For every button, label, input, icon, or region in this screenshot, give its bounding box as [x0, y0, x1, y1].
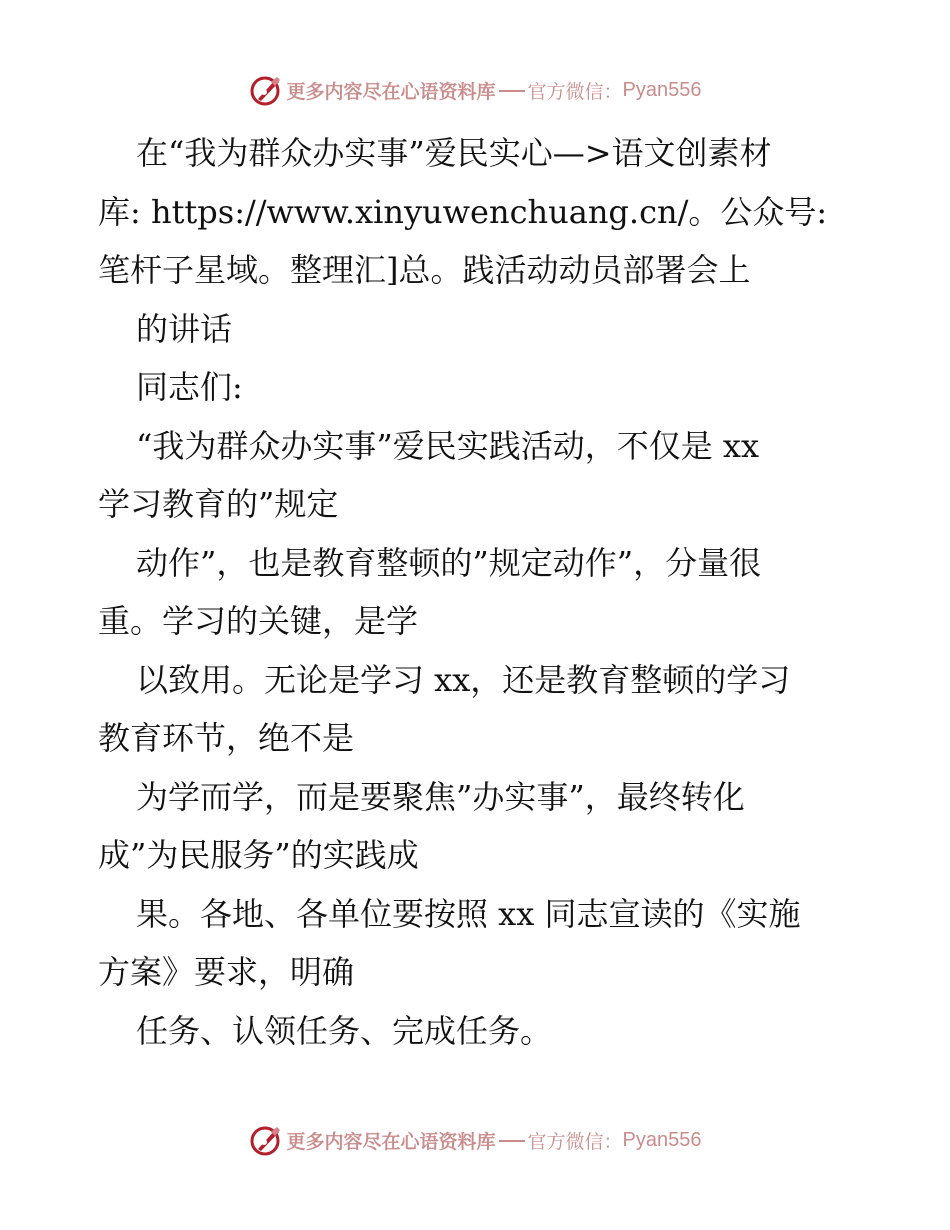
header-official-label: 官方微信：: [527, 80, 623, 103]
quill-pen-icon: [249, 73, 283, 107]
paragraph-line: 库: https://www.xinyuwenchuang.cn/。公众号:: [98, 192, 828, 231]
paragraph-line: 在“我为群众办实事”爱民实心—>语文创素材: [136, 134, 772, 172]
paragraph-line: 任务、认领任务、完成任务。: [136, 1011, 553, 1050]
footer-watermark-banner: [0, 1120, 950, 1160]
header-wechat-id: Pyan556: [622, 78, 702, 101]
paragraph-line: 果。各地、各单位要按照 xx 同志宣读的《实施: [136, 894, 801, 933]
footer-official-label: 官方微信：: [527, 1130, 623, 1153]
paragraph-line: 教育环节，绝不是: [98, 719, 355, 757]
paragraph-line: 方案》要求，明确: [98, 953, 355, 991]
paragraph-line: 的讲话: [136, 309, 233, 348]
quill-pen-icon: [249, 1123, 283, 1157]
footer-wechat-id: Pyan556: [622, 1128, 702, 1151]
header-brand-text: 更多内容尽在心语资料库: [286, 80, 496, 103]
paragraph-line: 为学而学，而是要聚焦”办实事”，最终转化: [136, 777, 745, 816]
paragraph-line: 以致用。无论是学习 xx，还是教育整顿的学习: [136, 660, 791, 699]
footer-dash-divider: [499, 1140, 525, 1142]
paragraph-line: 同志们:: [136, 368, 243, 406]
document-body: [98, 124, 858, 1060]
paragraph-line: “我为群众办实事”爱民实践活动，不仅是 xx: [136, 426, 759, 465]
footer-brand-text: 更多内容尽在心语资料库: [286, 1130, 496, 1153]
paragraph-line: 学习教育的”规定: [98, 485, 339, 523]
header-watermark-banner: [0, 70, 950, 110]
paragraph-line: 成”为民服务”的实践成: [98, 836, 419, 874]
paragraph-line: 动作”，也是教育整顿的”规定动作”，分量很: [136, 543, 762, 582]
paragraph-line: 重。学习的关键，是学: [98, 602, 419, 640]
header-dash-divider: [499, 90, 525, 92]
paragraph-line: 笔杆子星域。整理汇]总。践活动动员部署会上: [98, 251, 751, 289]
